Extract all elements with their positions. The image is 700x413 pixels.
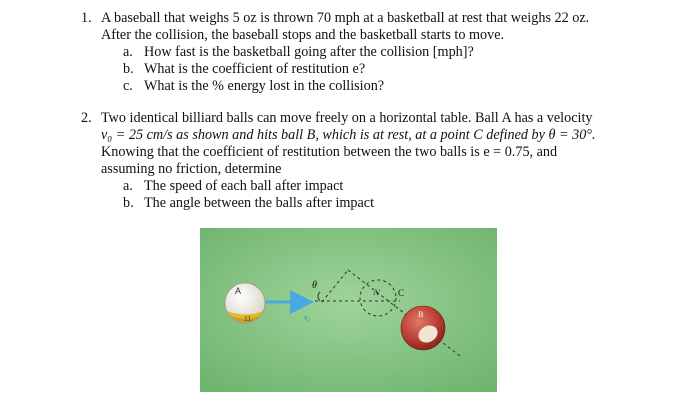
problem-1-part-c — [123, 78, 384, 95]
problem-1-line-2: After the collision, the baseball stops and the basketball starts to move. — [101, 27, 505, 43]
problem-1-part-a — [123, 44, 474, 61]
part-label: a. — [123, 44, 133, 60]
part-text: The angle between the balls after impact — [144, 195, 375, 211]
problem-1-statement — [101, 10, 691, 44]
velocity-label: v₀ — [304, 313, 311, 322]
contact-point-label: C — [398, 288, 405, 298]
ghost-ball-label: A' — [373, 288, 381, 297]
problem-2-part-b — [123, 195, 374, 212]
problem-1-number: 1. — [81, 10, 92, 26]
part-label: c. — [123, 78, 133, 94]
problem-1-part-b — [123, 61, 365, 78]
part-text: What is the % energy lost in the collision? — [144, 78, 385, 94]
part-label: b. — [123, 195, 134, 211]
part-text: What is the coefficient of restitution e? — [144, 61, 366, 77]
ball-b-label: B — [418, 310, 424, 319]
problem-2-statement — [101, 110, 691, 178]
problem-1-line-1: A baseball that weighs 5 oz is thrown 70 mph at a basketball at rest that weighs 22 oz. — [101, 10, 590, 26]
ball-a-number: 11 — [244, 316, 252, 323]
part-label: a. — [123, 178, 133, 194]
ball-a-label: A — [235, 286, 242, 296]
problem-2-number: 2. — [81, 110, 92, 126]
billiard-diagram — [200, 228, 497, 392]
problem-2-line-4: assuming no friction, determine — [101, 161, 282, 177]
part-text: The speed of each ball after impact — [144, 178, 344, 194]
billiard-figure — [200, 228, 497, 392]
problem-2-part-a — [123, 178, 343, 195]
angle-label: θ — [312, 280, 317, 291]
problem-2-line-1: Two identical billiard balls can move freely on a horizontal table. Ball A has a velocity — [101, 110, 593, 126]
part-label: b. — [123, 61, 134, 77]
part-text: How fast is the basketball going after the collision [mph]? — [144, 44, 474, 60]
problem-2-line-2: v₀ = 25 cm/s as shown and hits ball B, which is at rest, at a point C defined by θ = 30°. — [101, 127, 596, 143]
problem-2-line-3: Knowing that the coefficient of restitution between the two balls is e = 0.75, and — [101, 144, 558, 160]
